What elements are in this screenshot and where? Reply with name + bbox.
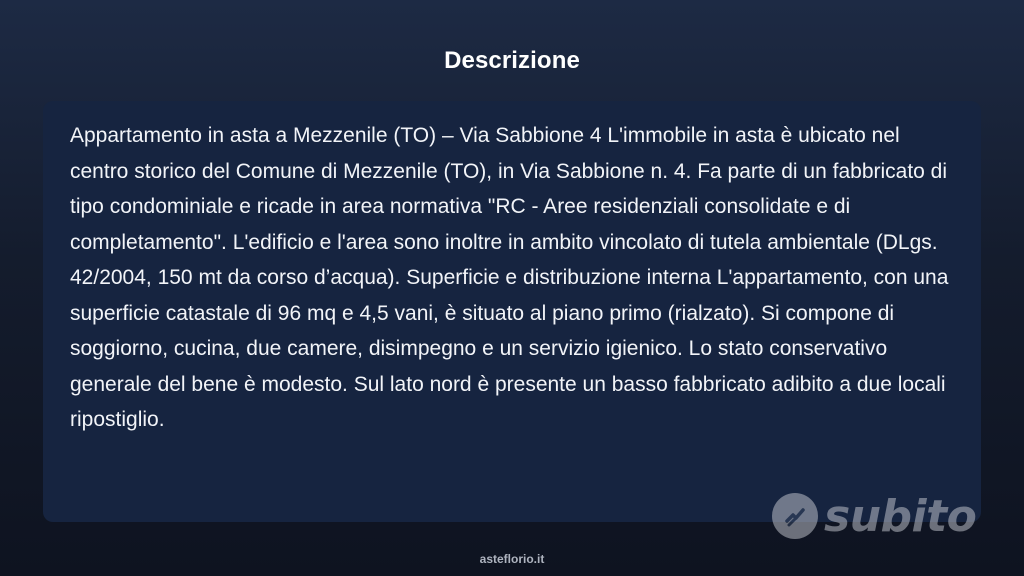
description-card xyxy=(43,101,981,522)
subito-watermark xyxy=(772,489,976,543)
description-text: Appartamento in asta a Mezzenile (TO) – Via Sabbione 4 L'immobile in asta è ubicato nel centro storico del Comune di Mezzenile (TO), in Via Sabbione n. 4. Fa parte di un fabbricato di tipo condominiale e ricade in area normativa "RC - Aree residenziali consolidate e di completamento". L'edificio e l'area sono inoltre in ambito vincolato di tutela ambientale (DLgs. 42/2004, 150 mt da corso d’acqua). Superficie e distribuzione interna L'appartamento, con una superficie catastale di 96 mq e 4,5 vani, è situato al piano primo (rialzato). Si compone di soggiorno, cucina, due camere, disimpegno e un servizio igienico. Lo stato conservativo generale del bene è modesto. Sul lato nord è presente un basso fabbricato adibito a due locali ripostiglio. xyxy=(70,124,949,431)
page-title: Descrizione xyxy=(444,47,580,74)
subito-watermark-text: subito xyxy=(824,490,977,542)
footer-site: asteflorio.it xyxy=(479,552,545,566)
subito-logo-icon xyxy=(772,493,818,539)
